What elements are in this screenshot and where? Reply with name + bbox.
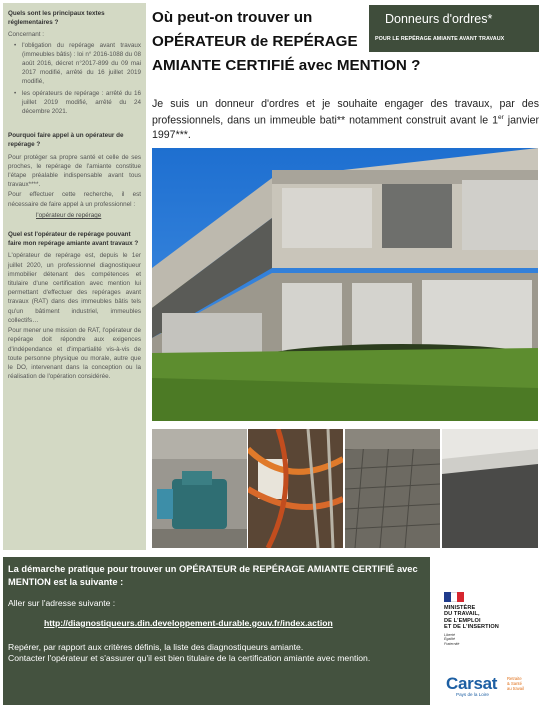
roof-slates-photo [345,429,440,548]
directory-url-link[interactable]: http://diagnostiqueurs.din.developpement-durable.gouv.fr/index.action [44,617,333,628]
faq-answer-why-1: Pour protéger sa propre santé et celle de ses proches, le repérage de l'amiante constitue l'étape préalable indispensable avant tous travaux****. [8,153,141,189]
carsat-logo [446,674,538,704]
carsat-region: Pays de la Loire [456,692,489,697]
faq-question-why: Pourquoi faire appel à un opérateur de repérage ? [8,132,124,149]
audience-tag-title: Donneurs d'ordres* [385,12,493,26]
faq-question-texts: Quels sont les principaux textes réglementaires ? [8,10,105,27]
intro-paragraph [152,97,539,142]
page-title [152,6,421,78]
intro-superscript: er [498,114,504,122]
wall-photo [442,429,538,548]
ministry-name: MINISTÈRE DU TRAVAIL, DE L'EMPLOI ET DE L'INSERTION [444,605,499,631]
cables-photo [248,429,343,548]
concernant-label: Concernant : [8,31,45,39]
faq-question-who: Quel est l'opérateur de repérage pouvant faire mon repérage amiante avant travaux ? [8,231,139,248]
carsat-tagline: Retraite & Santé au travail [507,676,524,692]
intro-text-end: janvier 1997***. [152,114,539,141]
equipment-photo [152,429,247,548]
procedure-heading: La démarche pratique pour trouver un OPÉRATEUR de REPÉRAGE AMIANTE CERTIFIÉ avec MENTION est la suivante : [8,564,418,587]
french-flag-icon [444,592,464,602]
audience-tag [369,5,539,52]
faq-answer-why-2: Pour effectuer cette recherche, il est nécessaire de faire appel à un professionnel : [8,191,141,208]
carsat-name: Carsat [446,674,498,693]
title-line-3: AMIANTE CERTIFIÉ avec MENTION ? [152,57,421,74]
procedure-step-2: Contacter l'opérateur et s'assurer qu'il est bien titulaire de la certification amiante avec mention. [8,653,371,664]
regulation-list [14,41,141,117]
regulation-item: • les opérateurs de repérage : arrêté du 16 juillet 2019 modifié, arrêté du 24 décembre 2021. [14,89,141,117]
building-photo [152,148,538,421]
address-label: Aller sur l'adresse suivante : [8,598,116,608]
ministry-motto: Liberté Égalité Fraternité [444,632,460,646]
sidebar-faq [3,3,146,550]
faq-answer-who-2: Pour mener une mission de RAT, l'opérateur de repérage doit répondre aux exigences d'indépendance et d'impartialité vis-à-vis de toute personne physique ou morale, autre que le DO, intervenant dans la conception ou la réalisation de l'opération considérée. [8,327,141,381]
operator-link[interactable]: l'opérateur de repérage [36,211,102,219]
regulation-item: • l'obligation du repérage avant travaux (immeubles bâtis) : loi n° 2016-1088 du 08 août 2016, décret n°2017-899 du 09 mai 2017 modifié, arrêté du 16 juillet 2019 modifié, [14,41,141,87]
ministry-logo [444,592,534,652]
faq-answer-who-1: L'opérateur de repérage est, depuis le 1er juillet 2020, un professionnel diagnostiqueur immobilier détenant des compétences et titulaire d'une certification avec mention lui permettant d'effectuer des repérages avant travaux (RAT) dans des immeubles bâtis tels qu'un bâtiment industriel, immeubles collectifs… [8,252,141,324]
audience-tag-subtitle: POUR LE REPÉRAGE AMIANTE AVANT TRAVAUX [375,36,505,42]
procedure-step-1: Repérer, par rapport aux critères définis, la liste des diagnostiqueurs amiante. [8,641,304,652]
title-line-1: Où peut-on trouver un [152,9,313,26]
intro-text: Je suis un donneur d'ordres et je souhaite engager des travaux, par des professionnels, dans un immeuble bati** notamment construit avant le 1 [152,98,539,127]
procedure-box [3,557,430,705]
title-line-2: OPÉRATEUR de REPÉRAGE [152,33,358,50]
